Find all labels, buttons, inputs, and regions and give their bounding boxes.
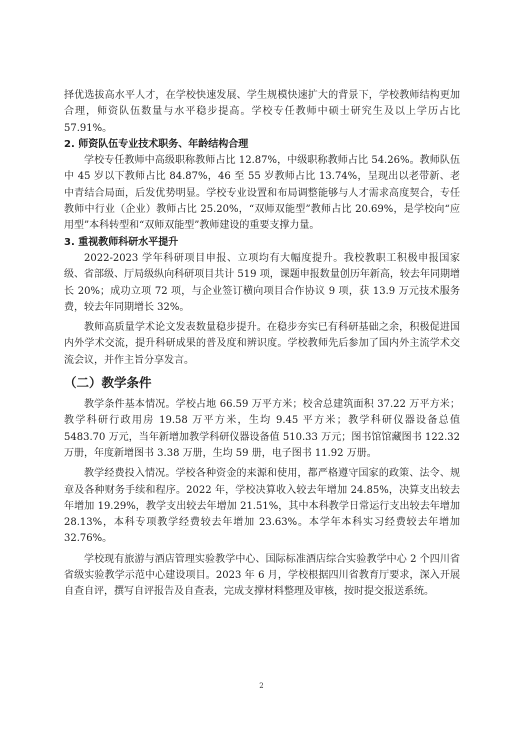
paragraph-research-projects: 2022-2023 学年科研项目申报、立项均有大幅度提升。我校教职工积极申报国家级、省部级、厅局级纵向科研项目共计 519 项，课题申报数量创历年新高，较去年同期增长 20%；成功立项 72 项，与企业签订横向项目合作协议 9 项，获 13.9 万元技术服务费，较去年同期增长 32%。 — [64, 252, 460, 313]
paragraph-conditions: 教学条件基本情况。学校占地 66.59 万平方米；校舍总建筑面积 37.22 万平方米；教学科研行政用房 19.58 万平方米，生均 9.45 平方米；教学科研仪器设备总值 5483.70 万元，当年新增加教学科研仪器设备值 510.33 万元；图书馆馆藏图书 122.32 万册，年度新增图书 3.38 万册，生均 59 册，电子图书 11.92 万册。 — [64, 399, 460, 459]
section-title-teaching-conditions: （二）教学条件 — [64, 375, 152, 391]
heading-research: 3. 重视教师科研水平提升 — [64, 236, 179, 248]
paragraph-faculty-structure: 学校专任教师中高级职称教师占比 12.87%，中级职称教师占比 54.26%。教师队伍中 45 岁以下教师占比 84.87%，46 至 55 岁教师占比 13.74%，呈现出以老带新、老中青结合局面，后发优势明显。学校专业设置和布局调整能够与人才需求高度契合，专任教师中行业（企业）教师占比 25.20%，“双师双能型”教师占比 20.69%，是学校向“应用型”本科转型和“双师双能型”教师建设的重要支撑力量。 — [64, 155, 460, 232]
paragraph-centers: 学校现有旅游与酒店管理实验教学中心、国际标准酒店综合实验教学中心 2 个四川省省级实验教学示范中心建设项目。2023 年 6 月，学校根据四川省教育厅要求，深入开展自查自评，撰写自评报告及自查表，完成支撑材料整理及审核，按时提交报送系统。 — [64, 553, 460, 598]
heading-faculty-structure: 2. 师资队伍专业技术职务、年龄结构合理 — [64, 138, 249, 150]
paragraph-funding: 教学经费投入情况。学校各种资金的来源和使用，都严格遵守国家的政策、法令、规章及各种财务手续和程序。2022 年，学校决算收入较去年增加 24.85%，决算支出较去年增加 19.29%，教学支出较去年增加 21.51%，其中本科教学日常运行支出较去年增加 28.13%，本科专项教学经费较去年增加 23.63%。本学年本科实习经费较去年增加 32.76%。 — [64, 468, 460, 545]
paragraph-research-papers: 教师高质量学术论文发表数量稳步提升。在稳步夯实已有科研基础之余，积极促进国内外学术交流，提升科研成果的普及度和辨识度。学校教师先后参加了国内外主流学术交流会议，并作主旨分享发言。 — [64, 322, 460, 366]
document-body — [64, 88, 460, 601]
page-number: 2 — [259, 682, 264, 690]
paragraph-intro: 择优选拔高水平人才，在学校快速发展、学生规模快速扩大的背景下，学校教师结构更加合理，师资队伍数量与水平稳步提高。学校专任教师中硕士研究生及以上学历占比 57.91%。 — [64, 90, 460, 134]
